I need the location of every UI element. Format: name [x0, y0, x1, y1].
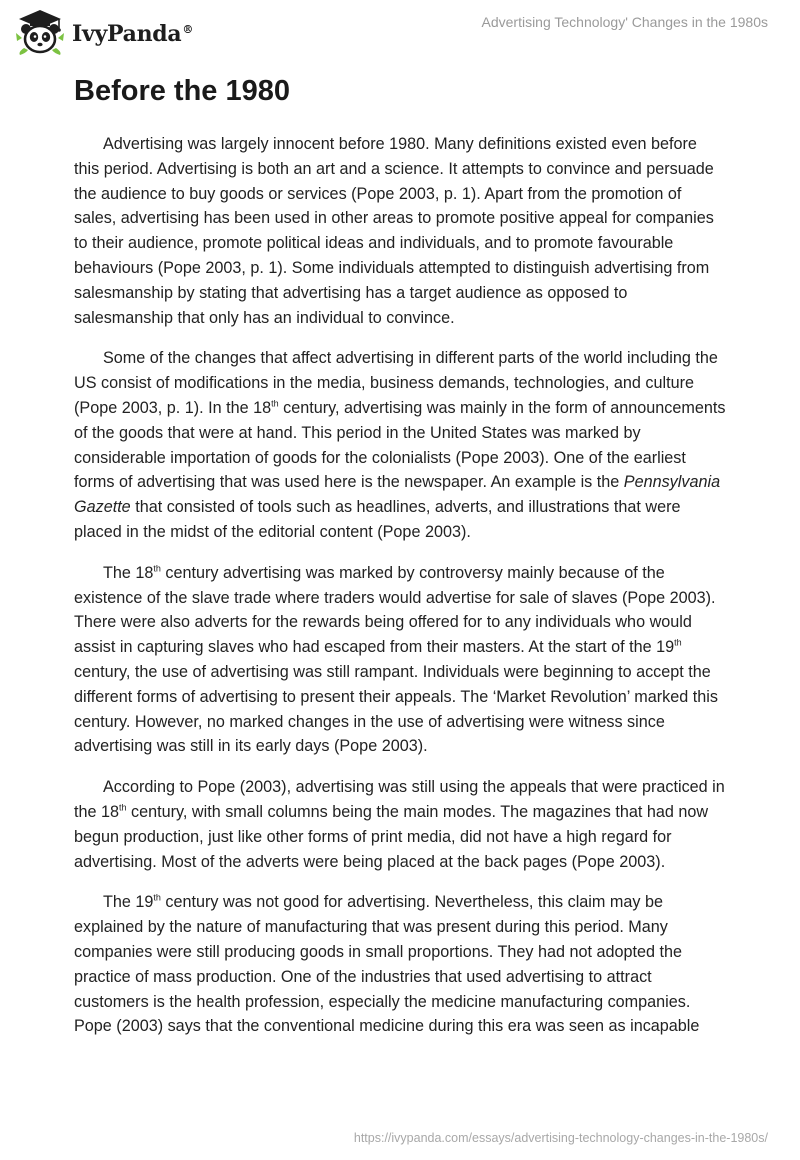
paragraph-3: The 18th century advertising was marked by controversy mainly because of the existence of the slave trade where traders would advertise for sale of slaves (Pope 2003). There were also adverts for the rewards being offered for to any individuals who would assist in capturing slaves who had escaped from their masters. At the start of the 19th century, the use of advertising was still rampant. Individuals were beginning to accept the different forms of advertising to present their appeals. The ‘Market Revolution’ marked this century. However, no marked changes in the use of advertising were witness since advertising was still in its early days (Pope 2003).	[74, 563, 718, 756]
paragraph-1: Advertising was largely innocent before 1980. Many definitions existed even before this period. Advertising is both an art and a science. It attempts to convince and persuade the audience to buy goods or services (Pope 2003, p. 1). Apart from the promotion of sales, advertising has been used in other areas to promote positive appeal for companies to their audience, promote political ideas and individuals, and to promote favourable behaviours (Pope 2003, p. 1). Some individuals attempted to distinguish advertising from salesmanship by stating that advertising has a target audience as opposed to salesmanship that only has an individual to convince.	[74, 135, 714, 327]
running-title: Advertising Technology' Changes in the 1980s	[481, 14, 768, 30]
source-url[interactable]: https://ivypanda.com/essays/advertising-technology-changes-in-the-1980s/	[353, 1131, 768, 1145]
publication-title: Pennsylvania Gazette	[74, 473, 721, 517]
page-header	[0, 0, 800, 60]
ivypanda-logo[interactable]	[14, 8, 193, 56]
page-title: Before the 1980	[74, 75, 290, 107]
paragraph-4: According to Pope (2003), advertising was still using the appeals that were practiced in the 18th century, with small columns being the main modes. The magazines that had now begun production, just like other forms of print media, did not have a high regard for advertising. Most of the adverts were being placed at the back pages (Pope 2003).	[74, 778, 725, 871]
paragraph-5: The 19th century was not good for advertising. Nevertheless, this claim may be explained by the nature of manufacturing that was present during this period. Many companies were still producing goods in small proportions. They had not adopted the practice of mass production. One of the industries that used advertising to attract customers is the health profession, especially the medicine manufacturing companies. Pope (2003) says that the conventional medicine during this era was seen as incapable	[74, 892, 700, 1036]
logo-wordmark: IvyPanda®	[72, 21, 194, 47]
panda-graduate-icon	[14, 8, 66, 56]
article-body	[74, 132, 726, 1055]
paragraph-2: Some of the changes that affect advertising in different parts of the world including the US consist of modifications in the media, business demands, technologies, and culture (Pope 2003, p. 1). In the 18th century, advertising was mainly in the form of announcements of the goods that were at hand. This period in the United States was marked by considerable importation of goods for the colonialists (Pope 2003). One of the earliest forms of advertising that was used here is the newspaper. An example is the Pennsylvania Gazette that consisted of tools such as headlines, adverts, and illustrations that were placed in the midst of the editorial content (Pope 2003).	[74, 349, 726, 541]
